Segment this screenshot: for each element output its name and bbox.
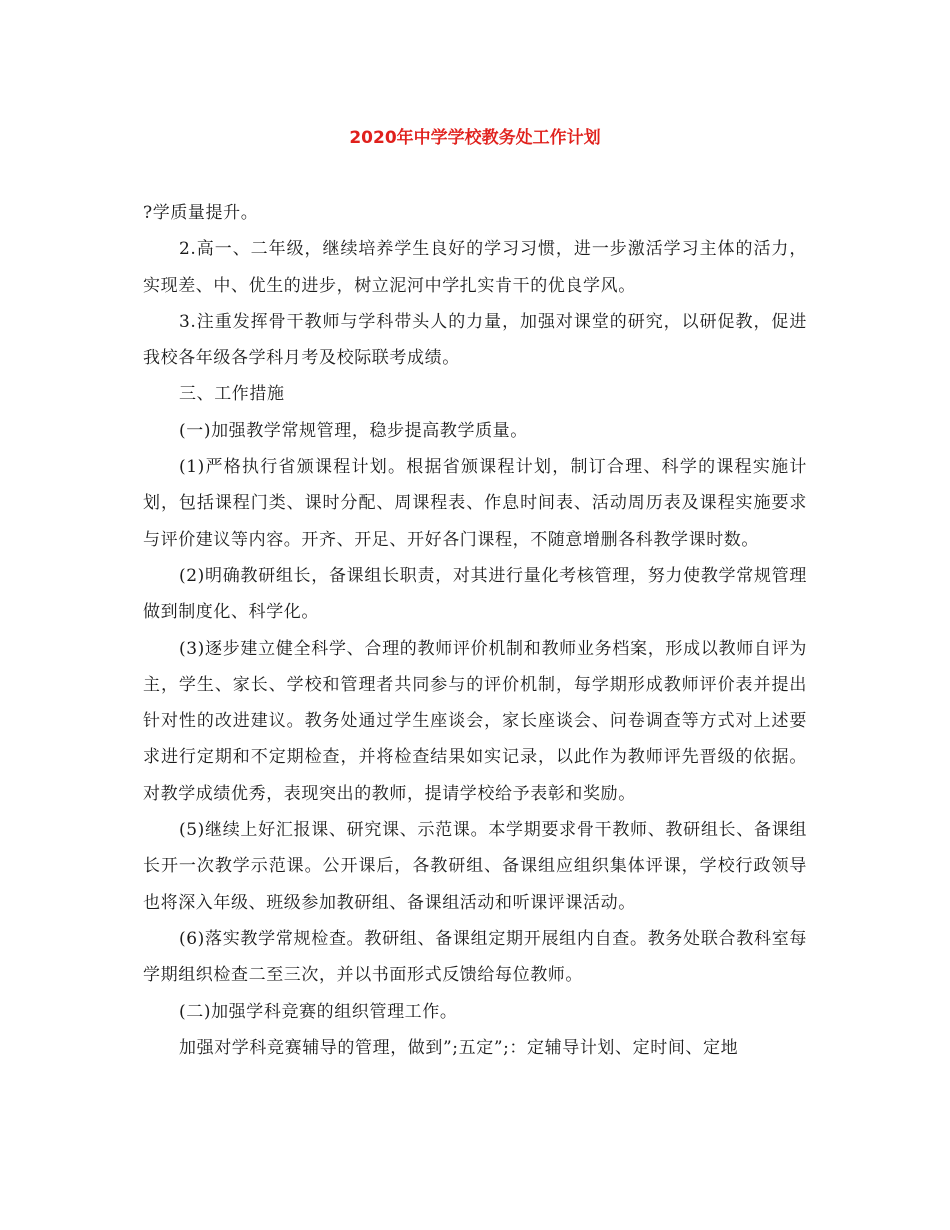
document-title: 2020年中学学校教务处工作计划 — [349, 128, 601, 148]
subsection-heading-2: (二)加强学科竞赛的组织管理工作。 — [179, 1001, 458, 1022]
section-heading-measures: 三、工作措施 — [179, 384, 285, 405]
paragraph-goal-2: 2.高一、二年级，继续培养学生良好的学习习惯，进一步激活学习主体的活力，实现差、中、优生的进步，树立泥河中学扎实肯干的优良学风。 — [143, 239, 807, 296]
paragraph-item-3: (3)逐步建立健全科学、合理的教师评价机制和教师业务档案，形成以教师自评为主，学生、家长、学校和管理者共同参与的评价机制，每学期形成教师评价表并提出针对性的改进建议。教务处通过学生座谈会，家长座谈会、问卷调查等方式对上述要求进行定期和不定期检查，并将检查结果如实记录，以此作为教师评先晋级的依据。对教学成绩优秀，表现突出的教师，提请学校给予表彰和奖励。 — [143, 638, 807, 804]
subsection-heading-1: (一)加强教学常规管理，稳步提高教学质量。 — [179, 420, 528, 441]
document-body — [143, 195, 807, 1066]
paragraph-item-1: (1)严格执行省颁课程计划。根据省颁课程计划，制订合理、科学的课程实施计划，包括课程门类、课时分配、周课程表、作息时间表、活动周历表及课程实施要求与评价建议等内容。开齐、开足、开好各门课程，不随意增删各科教学课时数。 — [143, 457, 807, 550]
paragraph-item-2: (2)明确教研组长，备课组长职责，对其进行量化考核管理，努力使教学常规管理做到制度化、科学化。 — [143, 565, 807, 623]
paragraph-goal-3: 3.注重发挥骨干教师与学科带头人的力量，加强对课堂的研究，以研促教，促进我校各年级各学科月考及校际联考成绩。 — [143, 311, 807, 369]
paragraph-item-5: (5)继续上好汇报课、研究课、示范课。本学期要求骨干教师、教研组长、备课组长开一次教学示范课。公开课后，各教研组、备课组应组织集体评课，学校行政领导也将深入年级、班级参加教研组、备课组活动和听课评课活动。 — [143, 820, 807, 913]
paragraph-item-6: (6)落实教学常规检查。教研组、备课组定期开展组内自查。教务处联合教科室每学期组织检查二至三次，并以书面形式反馈给每位教师。 — [143, 928, 807, 986]
paragraph-competition: 加强对学科竞赛辅导的管理，做到”;五定”;：定辅导计划、定时间、定地 — [179, 1037, 739, 1058]
paragraph-continuation: ?学质量提升。 — [143, 203, 259, 223]
